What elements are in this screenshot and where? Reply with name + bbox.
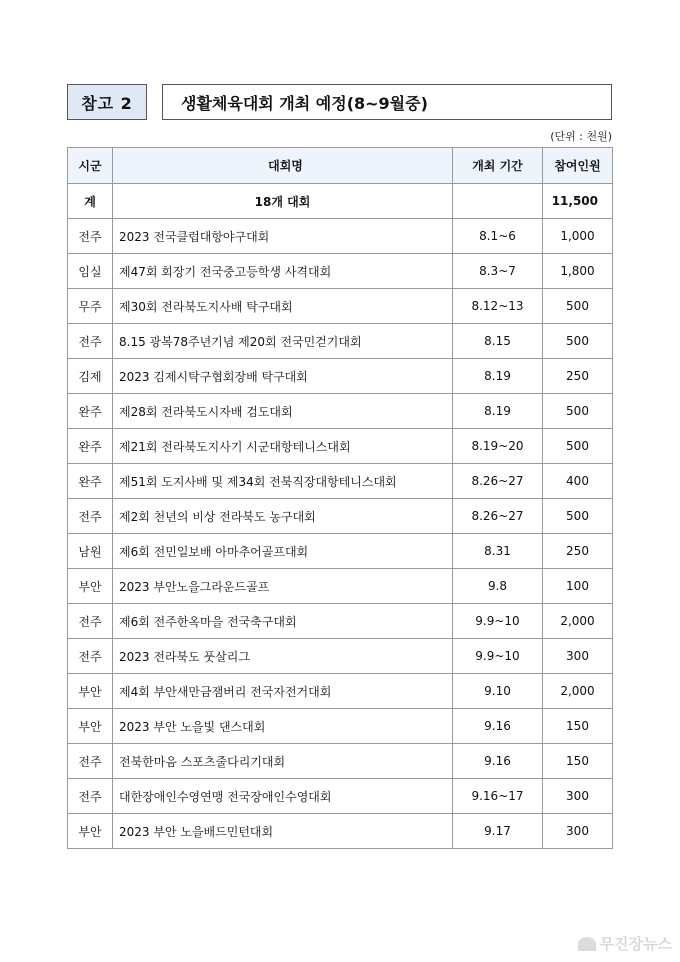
people-cell: 2,000 bbox=[543, 604, 613, 639]
period-cell: 9.10 bbox=[453, 674, 543, 709]
total-people: 11,500 bbox=[543, 184, 613, 219]
region-cell: 부안 bbox=[68, 709, 113, 744]
people-cell: 250 bbox=[543, 534, 613, 569]
event-name-cell: 제6회 전민일보배 아마추어골프대회 bbox=[113, 534, 453, 569]
region-cell: 완주 bbox=[68, 394, 113, 429]
people-cell: 500 bbox=[543, 289, 613, 324]
table-row bbox=[68, 674, 613, 709]
period-cell: 8.19 bbox=[453, 359, 543, 394]
total-period bbox=[453, 184, 543, 219]
table-row bbox=[68, 394, 613, 429]
people-cell: 500 bbox=[543, 499, 613, 534]
total-name: 18개 대회 bbox=[113, 184, 453, 219]
people-cell: 300 bbox=[543, 779, 613, 814]
people-cell: 150 bbox=[543, 744, 613, 779]
event-name-cell: 제28회 전라북도시자배 검도대회 bbox=[113, 394, 453, 429]
table-row bbox=[68, 499, 613, 534]
watermark-text: 무진장뉴스 bbox=[599, 935, 672, 953]
period-cell: 8.19~20 bbox=[453, 429, 543, 464]
region-cell: 전주 bbox=[68, 499, 113, 534]
event-name-cell: 제21회 전라북도지사기 시군대항테니스대회 bbox=[113, 429, 453, 464]
people-cell: 2,000 bbox=[543, 674, 613, 709]
event-name-cell: 제51회 도지사배 및 제34회 전북직장대항테니스대회 bbox=[113, 464, 453, 499]
region-cell: 전주 bbox=[68, 779, 113, 814]
watermark bbox=[578, 933, 672, 954]
period-cell: 9.16 bbox=[453, 744, 543, 779]
people-cell: 1,800 bbox=[543, 254, 613, 289]
table-row bbox=[68, 534, 613, 569]
period-cell: 8.1~6 bbox=[453, 219, 543, 254]
region-cell: 완주 bbox=[68, 429, 113, 464]
period-cell: 8.31 bbox=[453, 534, 543, 569]
period-cell: 8.15 bbox=[453, 324, 543, 359]
people-cell: 300 bbox=[543, 814, 613, 849]
people-cell: 250 bbox=[543, 359, 613, 394]
people-cell: 500 bbox=[543, 429, 613, 464]
period-cell: 9.17 bbox=[453, 814, 543, 849]
column-header-period: 개최 기간 bbox=[453, 148, 543, 184]
event-name-cell: 제30회 전라북도지사배 탁구대회 bbox=[113, 289, 453, 324]
table-row bbox=[68, 464, 613, 499]
region-cell: 무주 bbox=[68, 289, 113, 324]
region-cell: 전주 bbox=[68, 744, 113, 779]
period-cell: 8.26~27 bbox=[453, 464, 543, 499]
event-name-cell: 제6회 전주한옥마을 전국축구대회 bbox=[113, 604, 453, 639]
table-row bbox=[68, 324, 613, 359]
people-cell: 300 bbox=[543, 639, 613, 674]
period-cell: 8.3~7 bbox=[453, 254, 543, 289]
table-row bbox=[68, 744, 613, 779]
event-name-cell: 제47회 회장기 전국중고등학생 사격대회 bbox=[113, 254, 453, 289]
region-cell: 완주 bbox=[68, 464, 113, 499]
region-cell: 전주 bbox=[68, 604, 113, 639]
region-cell: 전주 bbox=[68, 219, 113, 254]
period-cell: 8.19 bbox=[453, 394, 543, 429]
event-name-cell: 2023 전라북도 풋살리그 bbox=[113, 639, 453, 674]
table-row bbox=[68, 289, 613, 324]
event-name-cell: 대한장애인수영연맹 전국장애인수영대회 bbox=[113, 779, 453, 814]
event-name-cell: 2023 부안노을그라운드골프 bbox=[113, 569, 453, 604]
table-row bbox=[68, 569, 613, 604]
column-header-people: 참여인원 bbox=[543, 148, 613, 184]
region-cell: 부안 bbox=[68, 674, 113, 709]
event-name-cell: 2023 부안 노을빛 댄스대회 bbox=[113, 709, 453, 744]
table-row bbox=[68, 639, 613, 674]
table-row bbox=[68, 814, 613, 849]
column-header-region: 시군 bbox=[68, 148, 113, 184]
people-cell: 500 bbox=[543, 324, 613, 359]
event-name-cell: 제2회 천년의 비상 전라북도 농구대회 bbox=[113, 499, 453, 534]
period-cell: 8.12~13 bbox=[453, 289, 543, 324]
region-cell: 부안 bbox=[68, 569, 113, 604]
people-cell: 100 bbox=[543, 569, 613, 604]
period-cell: 9.9~10 bbox=[453, 639, 543, 674]
people-cell: 400 bbox=[543, 464, 613, 499]
unit-note: (단위 : 천원) bbox=[550, 130, 612, 143]
region-cell: 임실 bbox=[68, 254, 113, 289]
region-cell: 남원 bbox=[68, 534, 113, 569]
region-cell: 전주 bbox=[68, 639, 113, 674]
table-row bbox=[68, 429, 613, 464]
period-cell: 9.16 bbox=[453, 709, 543, 744]
table-row bbox=[68, 254, 613, 289]
people-cell: 150 bbox=[543, 709, 613, 744]
total-region: 계 bbox=[68, 184, 113, 219]
column-header-name: 대회명 bbox=[113, 148, 453, 184]
table-row bbox=[68, 219, 613, 254]
table-row bbox=[68, 779, 613, 814]
period-cell: 9.16~17 bbox=[453, 779, 543, 814]
period-cell: 8.26~27 bbox=[453, 499, 543, 534]
event-name-cell: 2023 전국클럽대항야구대회 bbox=[113, 219, 453, 254]
event-name-cell: 8.15 광복78주년기념 제20회 전국민걷기대회 bbox=[113, 324, 453, 359]
period-cell: 9.8 bbox=[453, 569, 543, 604]
period-cell: 9.9~10 bbox=[453, 604, 543, 639]
people-cell: 1,000 bbox=[543, 219, 613, 254]
region-cell: 부안 bbox=[68, 814, 113, 849]
table-header-row bbox=[68, 148, 613, 184]
people-cell: 500 bbox=[543, 394, 613, 429]
table-row bbox=[68, 604, 613, 639]
region-cell: 전주 bbox=[68, 324, 113, 359]
total-row bbox=[68, 184, 613, 219]
region-cell: 김제 bbox=[68, 359, 113, 394]
table-row bbox=[68, 359, 613, 394]
event-name-cell: 전북한마음 스포츠줄다리기대회 bbox=[113, 744, 453, 779]
events-table bbox=[67, 147, 613, 849]
event-name-cell: 제4회 부안새만금잼버리 전국자전거대회 bbox=[113, 674, 453, 709]
document-title: 생활체육대회 개최 예정(8~9월중) bbox=[162, 84, 612, 120]
table-row bbox=[68, 709, 613, 744]
mountain-logo-icon bbox=[578, 937, 596, 951]
reference-label: 참고 2 bbox=[67, 84, 147, 120]
event-name-cell: 2023 김제시탁구협회장배 탁구대회 bbox=[113, 359, 453, 394]
event-name-cell: 2023 부안 노을배드민턴대회 bbox=[113, 814, 453, 849]
